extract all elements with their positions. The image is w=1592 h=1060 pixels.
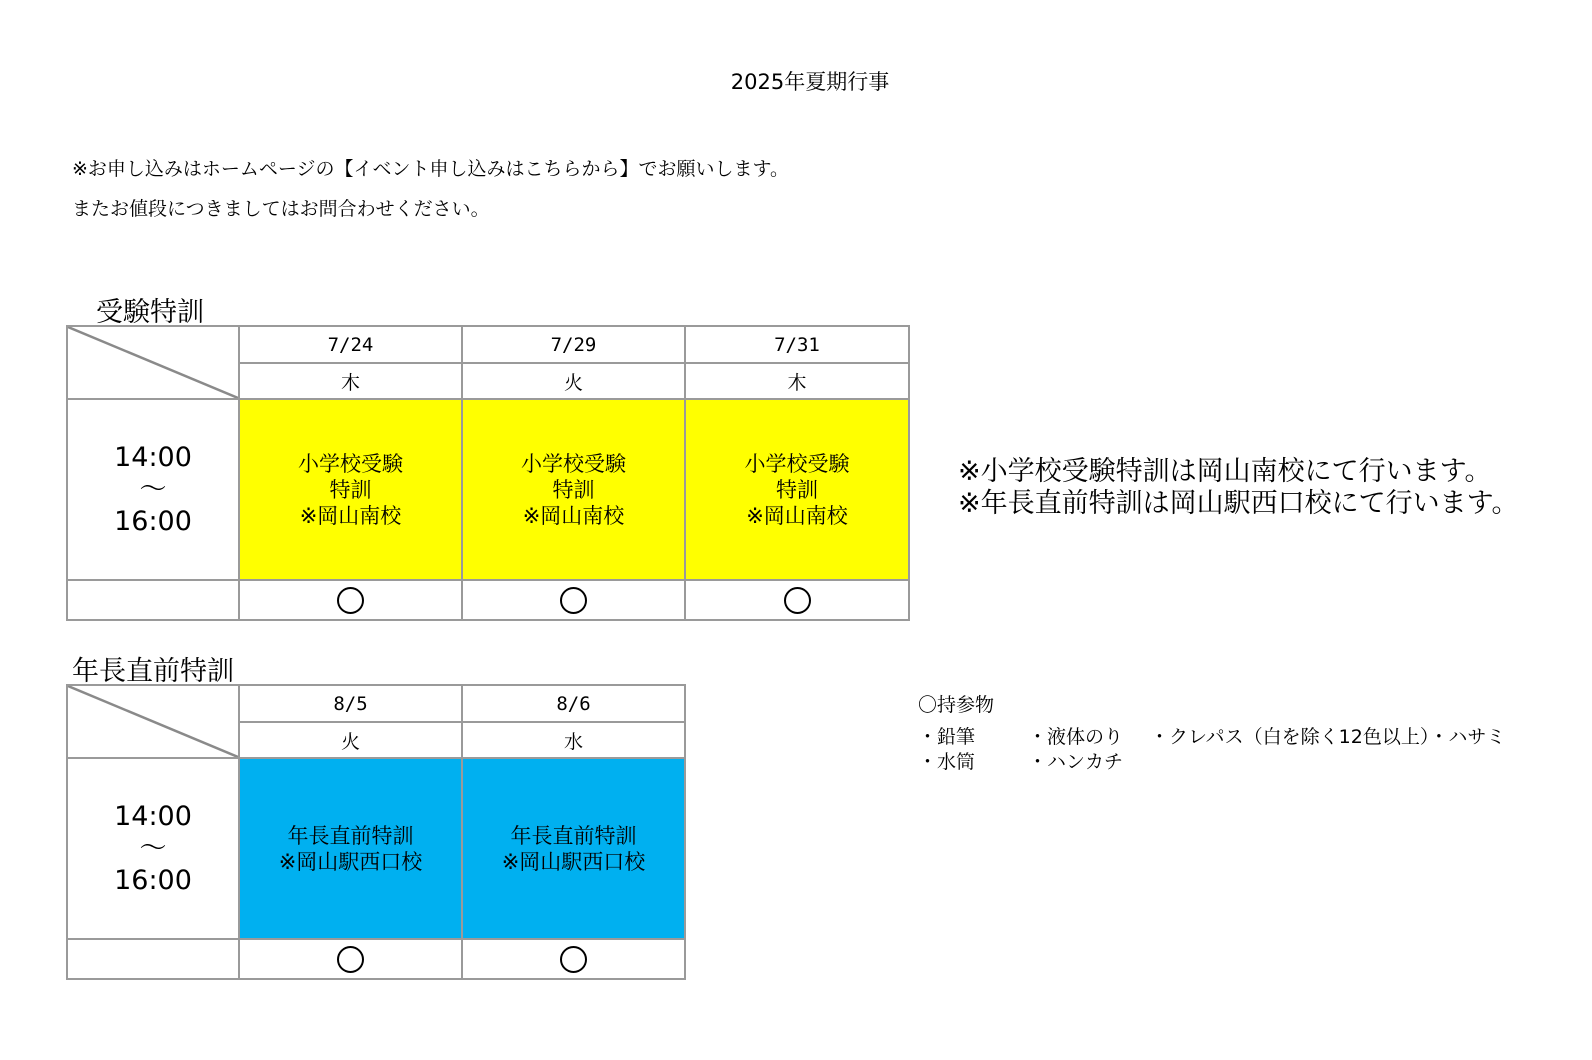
weekday-cell: 火 [239,722,462,758]
circle-mark-icon [560,587,587,614]
event-cell [462,399,685,580]
availability-cell [239,580,462,620]
application-note: ※お申し込みはホームページの【イベント申し込みはこちらから】でお願いします。 [72,158,790,180]
section1-schedule-table [66,325,910,621]
location-note-2: ※年長直前特訓は岡山駅西口校にて行います。 [958,488,1519,519]
time-start: 14:00 [114,800,192,832]
empty-cell [67,939,239,979]
event-cell [685,399,909,580]
section2-heading: 年長直前特訓 [72,656,234,687]
event-name-line: 特訓 [552,477,595,502]
event-cell [462,758,685,939]
availability-cell [239,939,462,979]
item-water-bottle: ・水筒 [918,751,976,773]
time-separator: ～ [139,473,167,505]
location-notes [958,456,1518,520]
availability-cell [462,580,685,620]
time-separator: ～ [139,832,167,864]
event-name-line: 年長直前特訓 [510,823,637,848]
date-cell: 8/5 [239,685,462,722]
time-start: 14:00 [114,441,192,473]
time-cell [67,758,239,939]
item-glue: ・液体のり [1028,726,1124,748]
item-crayons-scissors: ・クレパス（白を除く12色以上）・ハサミ [1150,726,1506,748]
circle-mark-icon [337,946,364,973]
weekday-cell: 水 [462,722,685,758]
event-name-line: 年長直前特訓 [287,823,414,848]
event-name-line: 特訓 [776,477,818,502]
event-cell [239,399,462,580]
time-end: 16:00 [114,864,192,896]
item-handkerchief: ・ハンカチ [1028,751,1124,773]
page-title: 2025年夏期行事 [730,70,890,94]
header-diagonal-cell [67,685,239,758]
circle-mark-icon [560,946,587,973]
section1-heading: 受験特訓 [96,297,204,328]
event-name-line: 小学校受験 [521,451,626,476]
event-location-line: ※岡山駅西口校 [501,849,646,874]
availability-cell [462,939,685,979]
items-title: 〇持参物 [918,694,995,716]
header-diagonal-cell [67,326,239,399]
time-end: 16:00 [114,505,192,537]
event-cell [239,758,462,939]
date-cell: 7/29 [462,326,685,363]
item-pencil: ・鉛筆 [918,726,976,748]
section2-schedule-table [66,684,686,980]
event-name-line: 小学校受験 [298,451,403,476]
location-note-1: ※小学校受験特訓は岡山南校にて行います。 [958,456,1492,487]
price-note: またお値段につきましてはお問合わせください。 [72,198,490,220]
event-location-line: ※岡山南校 [746,503,848,528]
circle-mark-icon [784,587,811,614]
event-location-line: ※岡山南校 [299,503,402,528]
date-cell: 8/6 [462,685,685,722]
empty-cell [67,580,239,620]
time-cell [67,399,239,580]
diagonal-line [68,686,238,757]
circle-mark-icon [337,587,364,614]
event-location-line: ※岡山駅西口校 [278,849,423,874]
event-name-line: 特訓 [329,477,372,502]
event-location-line: ※岡山南校 [522,503,625,528]
weekday-cell: 火 [462,363,685,399]
event-name-line: 小学校受験 [744,451,850,476]
diagonal-line [68,327,238,398]
weekday-cell: 木 [239,363,462,399]
availability-cell [685,580,909,620]
weekday-cell: 木 [685,363,909,399]
date-cell: 7/31 [685,326,909,363]
date-cell: 7/24 [239,326,462,363]
